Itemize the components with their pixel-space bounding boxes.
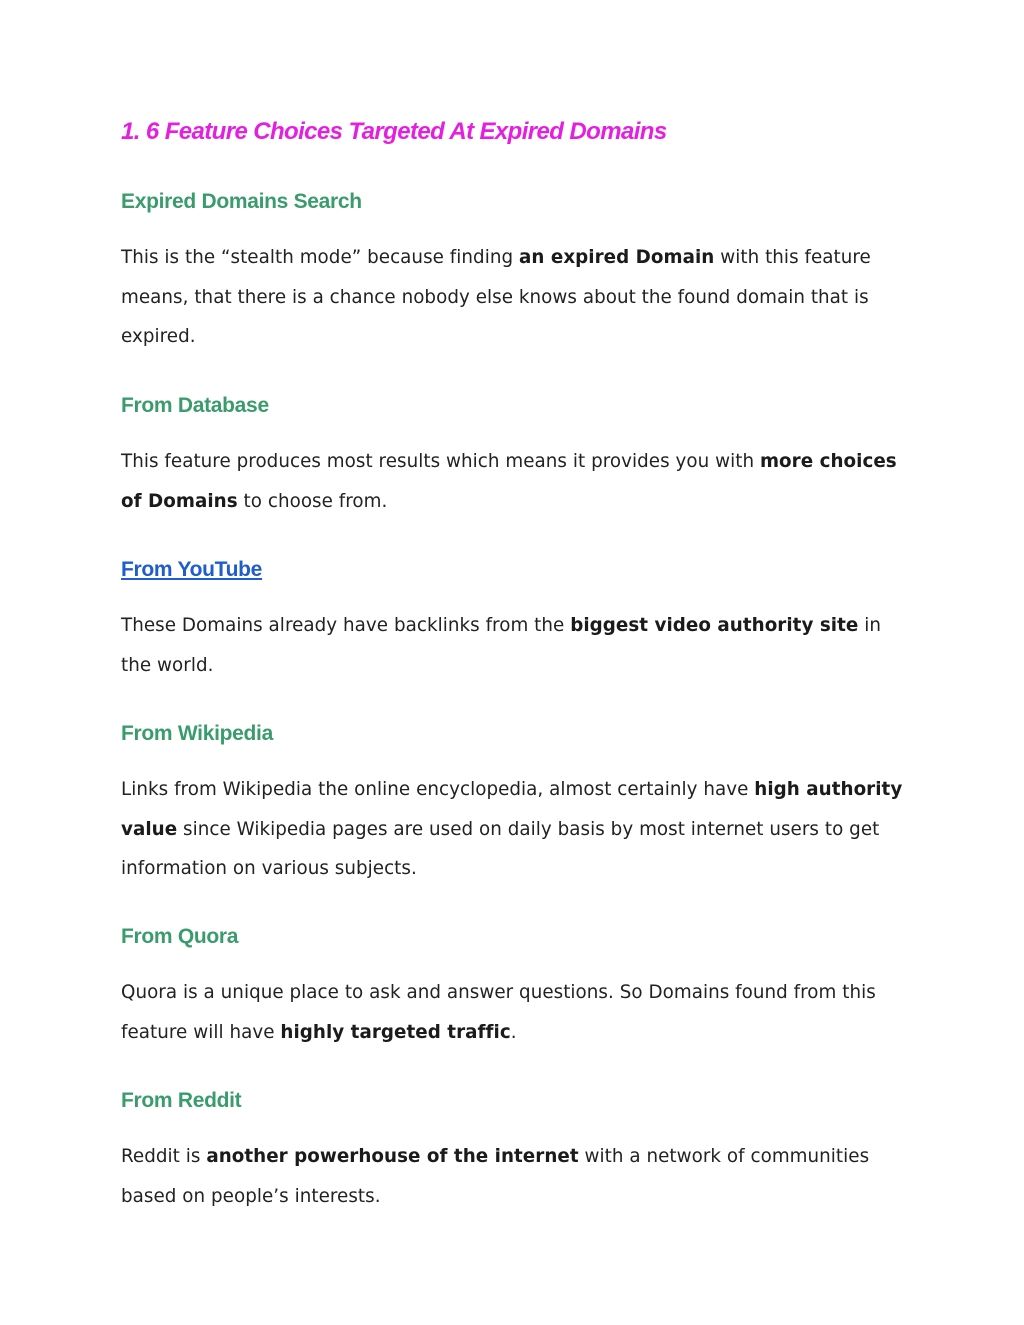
paragraph-text: This is the “stealth mode” because finding <box>121 247 519 268</box>
section-from-database <box>121 394 911 521</box>
section-expired-domains-search <box>121 190 911 357</box>
paragraph-bold-text: another powerhouse of the internet <box>206 1146 579 1167</box>
paragraph-text: to choose from. <box>237 490 388 512</box>
paragraph-text: Quora is a unique place to ask and answer questions. So Domains found from this feature will have <box>121 982 876 1043</box>
section-paragraph <box>121 606 911 685</box>
section-heading: Expired Domains Search <box>121 190 362 213</box>
section-paragraph <box>121 770 911 889</box>
paragraph-text: These Domains already have backlinks from the <box>121 615 571 636</box>
section-paragraph <box>121 973 911 1052</box>
section-from-youtube <box>121 558 911 685</box>
section-paragraph <box>121 238 911 357</box>
section-heading: From Database <box>121 394 269 417</box>
section-heading: From Reddit <box>121 1089 242 1112</box>
paragraph-text: since Wikipedia pages are used on daily basis by most internet users to get information on various subjects. <box>121 818 880 880</box>
paragraph-bold-text: high authority value <box>121 779 903 840</box>
paragraph-text: in the world. <box>121 615 881 676</box>
youtube-heading-link[interactable]: From YouTube <box>121 558 263 581</box>
section-from-reddit <box>121 1089 911 1216</box>
paragraph-text: Reddit is <box>121 1146 207 1167</box>
paragraph-text: . <box>510 1021 517 1043</box>
paragraph-text: with a network of communities based on people’s interests. <box>121 1146 870 1207</box>
section-heading: From Quora <box>121 925 239 948</box>
paragraph-text: Links from Wikipedia the online encyclopedia, almost certainly have <box>121 779 755 800</box>
paragraph-bold-text: more choices of Domains <box>121 451 897 512</box>
section-paragraph <box>121 1137 911 1216</box>
paragraph-bold-text: highly targeted traffic <box>280 1021 511 1043</box>
page-title: 1. 6 Feature Choices Targeted At Expired Domains <box>121 118 667 145</box>
paragraph-bold-text: biggest video authority site <box>570 615 859 636</box>
section-from-wikipedia <box>121 722 911 889</box>
paragraph-text: with this feature means, that there is a chance nobody else knows about the found domain that is expired. <box>121 247 871 348</box>
paragraph-bold-text: an expired Domain <box>519 247 715 268</box>
paragraph-text: This feature produces most results which means it provides you with <box>121 451 760 472</box>
section-heading: From Wikipedia <box>121 722 273 745</box>
section-from-quora <box>121 925 911 1052</box>
section-paragraph <box>121 442 911 521</box>
